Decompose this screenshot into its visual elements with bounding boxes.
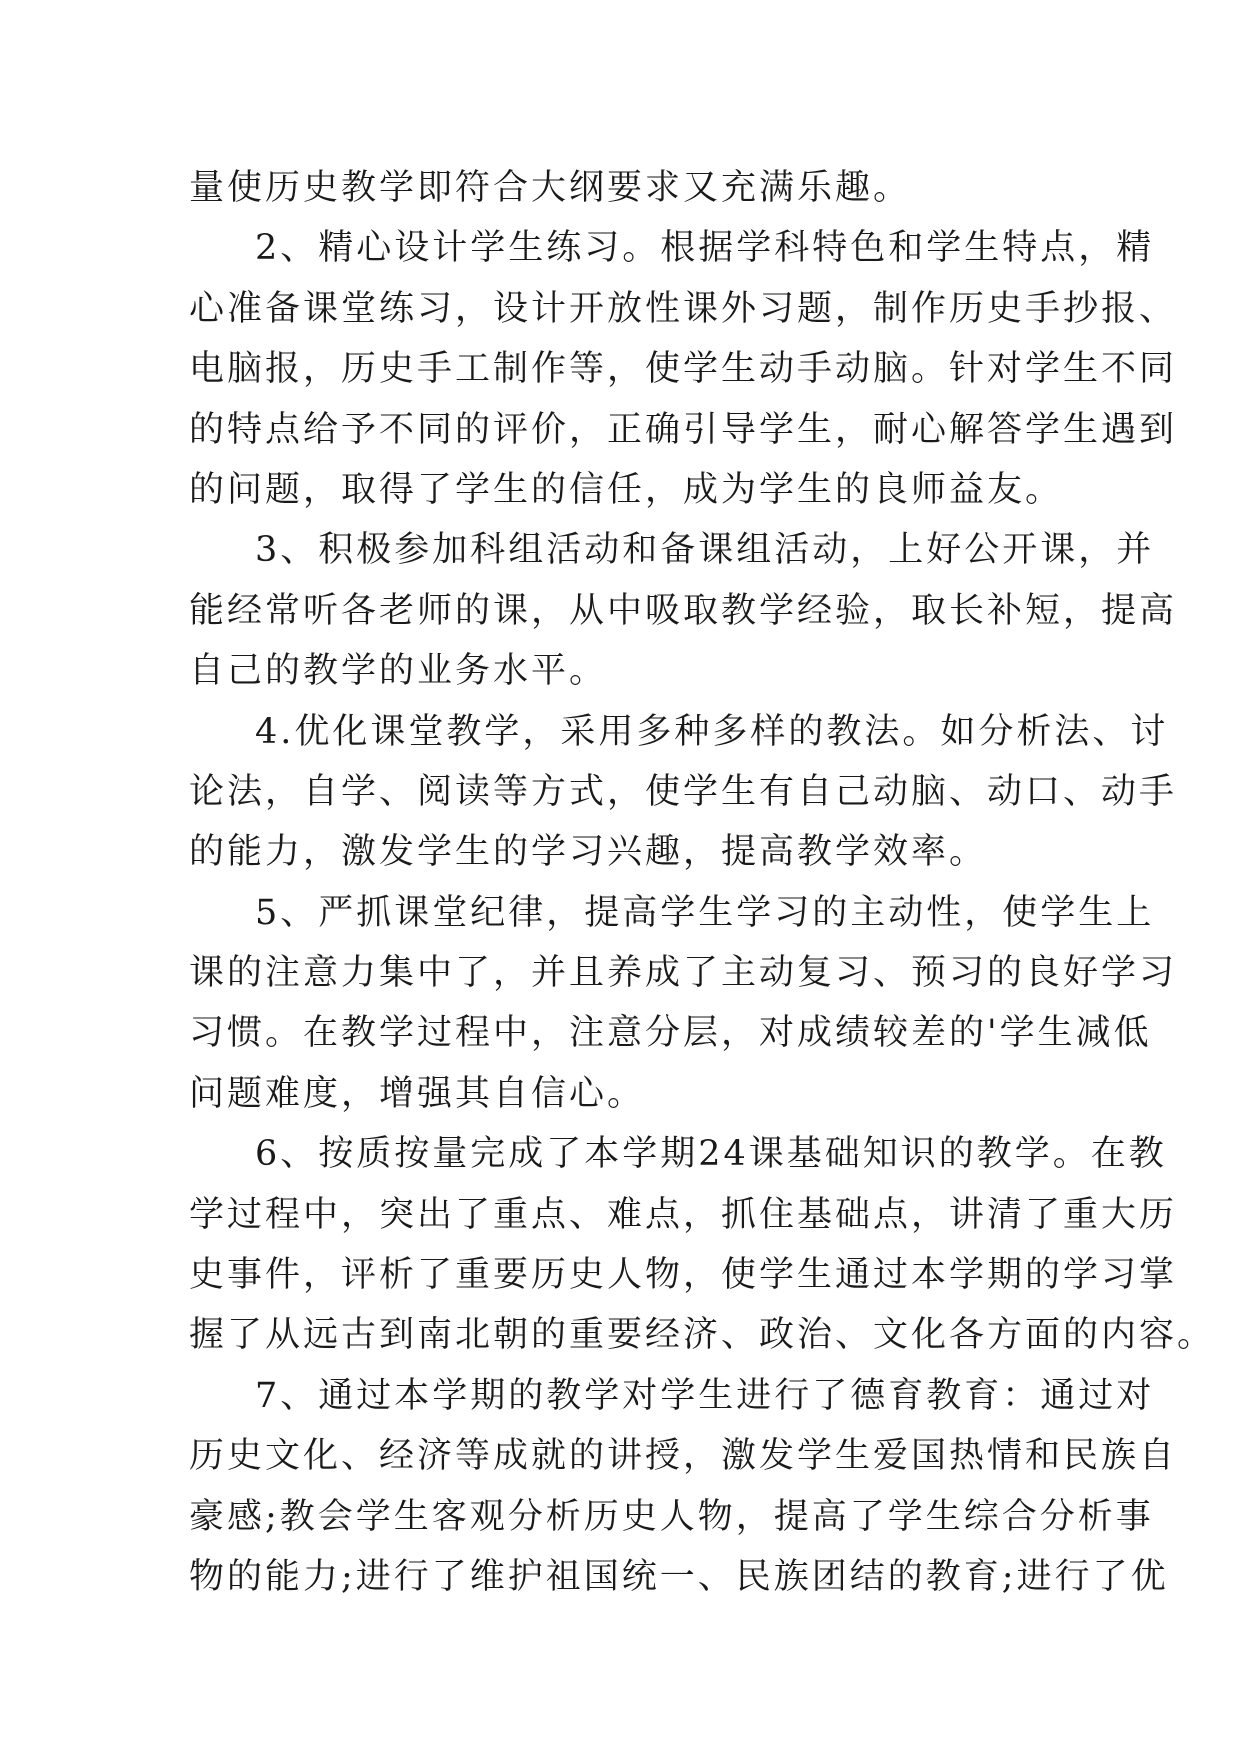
text-line: 握了从远古到南北朝的重要经济、政治、文化各方面的内容。 <box>189 1315 1216 1356</box>
text-line: 论法，自学、阅读等方式，使学生有自己动脑、动口、动手 <box>189 771 1178 812</box>
body-text <box>189 158 1216 1607</box>
text-line: 自己的教学的业务水平。 <box>189 651 608 692</box>
paragraph-7-start: 7、通过本学期的教学对学生进行了德育教育：通过对 <box>255 1375 1155 1416</box>
text-line: 的特点给予不同的评价，正确引导学生，耐心解答学生遇到 <box>189 409 1178 450</box>
paragraph-2-start: 2、精心设计学生练习。根据学科特色和学生特点，精 <box>255 228 1155 269</box>
paragraph-5-start: 5、严抓课堂纪律，提高学生学习的主动性，使学生上 <box>255 892 1155 933</box>
text-line: 量使历史教学即符合大纲要求又充满乐趣。 <box>189 168 912 208</box>
text-line: 能经常听各老师的课，从中吸取教学经验，取长补短，提高 <box>189 590 1178 631</box>
text-line: 课的注意力集中了，并且养成了主动复习、预习的良好学习 <box>189 953 1178 994</box>
text-line: 学过程中，突出了重点、难点，抓住基础点，讲清了重大历 <box>189 1194 1178 1235</box>
text-line: 问题难度，增强其自信心。 <box>189 1073 646 1114</box>
text-line: 历史文化、经济等成就的讲授，激发学生爱国热情和民族自 <box>189 1436 1178 1477</box>
text-line: 心准备课堂练习，设计开放性课外习题，制作历史手抄报、 <box>189 288 1178 329</box>
text-line: 电脑报，历史手工制作等，使学生动手动脑。针对学生不同 <box>189 349 1178 390</box>
paragraph-4-start: 4.优化课堂教学，采用多种多样的教法。如分析法、讨 <box>255 711 1169 752</box>
text-line: 史事件，评析了重要历史人物，使学生通过本学期的学习掌 <box>189 1255 1178 1296</box>
text-line: 豪感;教会学生客观分析历史人物，提高了学生综合分析事 <box>189 1496 1154 1537</box>
text-line: 的能力，激发学生的学习兴趣，提高教学效率。 <box>189 832 988 873</box>
text-line: 习惯。在教学过程中，注意分层，对成绩较差的'学生减低 <box>189 1013 1152 1054</box>
text-line: 的问题，取得了学生的信任，成为学生的良师益友。 <box>189 469 1064 510</box>
paragraph-3-start: 3、积极参加科组活动和备课组活动，上好公开课，并 <box>255 530 1155 571</box>
paragraph-6-start: 6、按质按量完成了本学期24课基础知识的教学。在教 <box>255 1134 1167 1175</box>
text-line: 物的能力;进行了维护祖国统一、民族团结的教育;进行了优 <box>189 1556 1169 1597</box>
